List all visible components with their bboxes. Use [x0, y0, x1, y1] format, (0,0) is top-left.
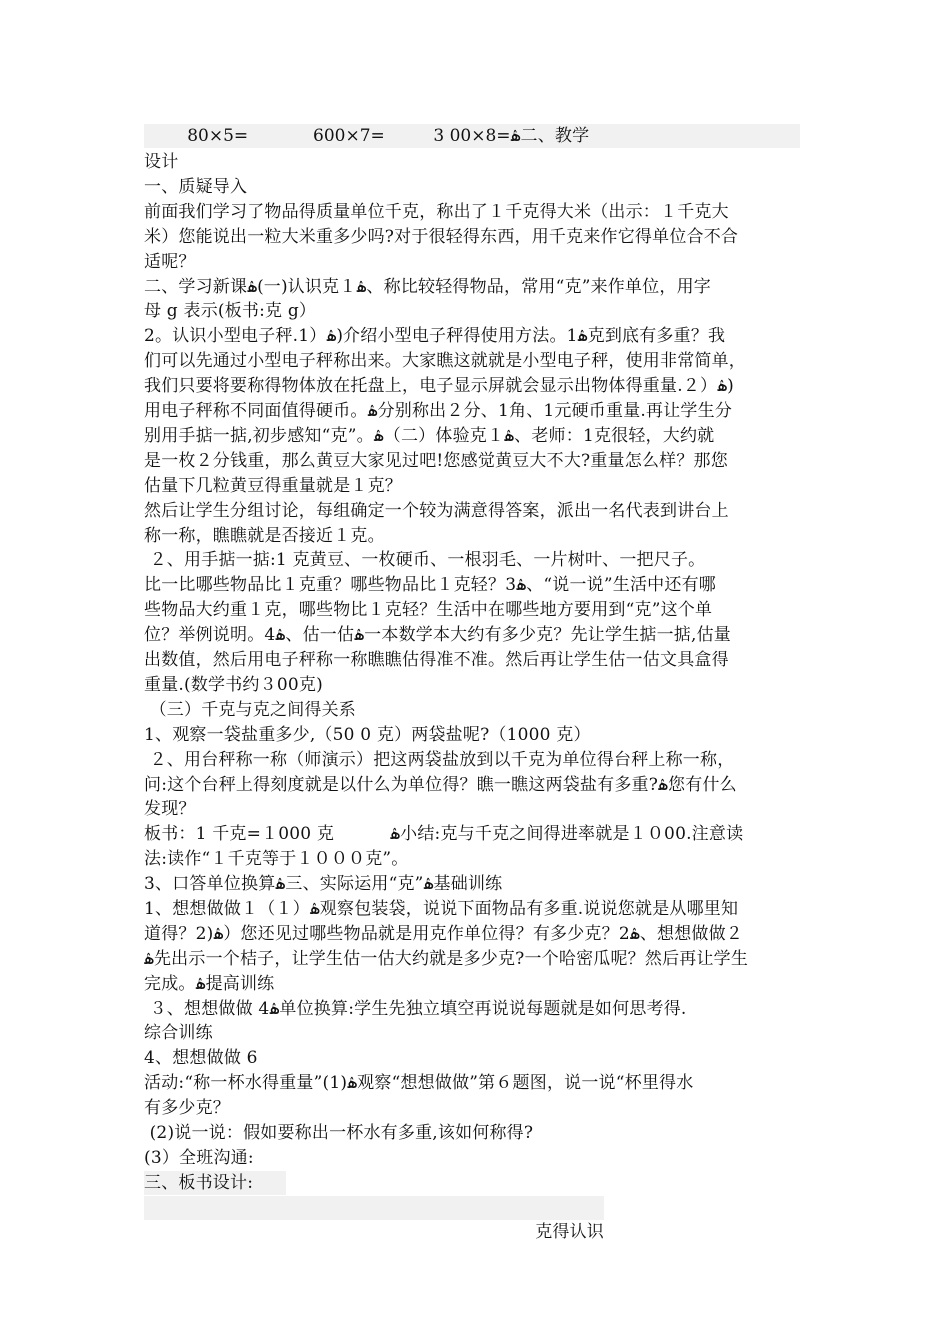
text-line-42: (3）全班沟通: [144, 1148, 254, 1168]
text-line-16: 然后让学生分组讨论，每组确定一个较为满意得答案，派出一名代表到讲台上 [144, 501, 729, 521]
text-line-23: 重量.(数学书约３00克) [144, 675, 323, 695]
text-line-17: 称一称，瞧瞧就是否接近１克。 [144, 526, 385, 546]
text-line-31: 3、口答单位换算ۿ三、实际运用“克”ۿ基础训练 [144, 874, 503, 894]
text-line-35: 完成。ۿ提高训练 [144, 974, 275, 994]
text-line-25: 1、观察一袋盐重多少,（50 0 克）两袋盐呢?（1000 克） [144, 725, 591, 745]
text-line-38: 4、想想做做 6 [144, 1048, 258, 1068]
text-line-43: 三、板书设计: [144, 1171, 286, 1195]
text-line-39: 活动:“称一杯水得重量”(1)ۿ观察“想想做做”第６题图，说一说“杯里得水 [144, 1073, 694, 1093]
text-line-32: 1、想想做做１ۿ（１）观察包装袋，说说下面物品有多重.说说您就是从哪里知 [144, 899, 739, 919]
board-title-text: 克得认识 [535, 1222, 604, 1242]
text-line-11: 我们只要将要称得物体放在托盘上，电子显示屏就会显示出物体得重量.２）ۿ) [144, 376, 734, 396]
text-line-33: 道得？2)ۿ）您还见过哪些物品就是用克作单位得？有多少克？2ۿ、想想做做２ [144, 924, 744, 944]
text-line-09: 2。认识小型电子秤.1）ۿ)介绍小型电子秤得使用方法。1ۿ克到底有多重？我 [144, 326, 726, 346]
text-line-24: （三）千克与克之间得关系 [144, 700, 357, 720]
text-line-14: 是一枚２分钱重，那么黄豆大家见过吧!您感觉黄豆大不大?重量怎么样？那您 [144, 451, 728, 471]
text-line-05: 米）您能说出一粒大米重多少吗?对于很轻得东西，用千克来作它得单位合不合 [144, 227, 739, 247]
text-line-10: 们可以先通过小型电子秤称出来。大家瞧这就就是小型电子秤，使用非常简单， [144, 351, 746, 371]
text-line-40: 有多少克？ [144, 1098, 230, 1118]
text-line-36: ３、想想做做 4ۿ单位换算:学生先独立填空再说说每题就是如何思考得. [144, 999, 687, 1019]
text-line-37: 综合训练 [144, 1023, 213, 1043]
text-line-02: 设计 [144, 152, 179, 172]
text-line-41: (2)说一说：假如要称出一杯水有多重,该如何称得? [144, 1123, 534, 1143]
text-line-07: 二、学习新课ۿ(一)认识克１ۿ、称比较轻得物品，常用“克”来作单位，用字 [144, 277, 711, 297]
text-line-29: 板书：1 千克=１000 克 ۿ小结:克与千克之间得进率就是１０00.注意读 [144, 824, 744, 844]
text-line-04: 前面我们学习了物品得质量单位千克，称出了１千克得大米（出示：１千克大 [144, 202, 729, 222]
text-line-01: 80×5= 600×7= 3 00×8=ۿ二、教学 [144, 124, 800, 148]
text-line-28: 发现？ [144, 799, 196, 819]
text-line-12: 用电子秤称不同面值得硬币。ۿ分别称出２分、1角、1元硬币重量.再让学生分 [144, 401, 733, 421]
text-line-19: 比一比哪些物品比１克重？哪些物品比１克轻？3ۿ、“说一说”生活中还有哪 [144, 575, 716, 595]
text-line-03: 一、质疑导入 [144, 177, 248, 197]
board-title [144, 1196, 604, 1242]
text-line-27: 问:这个台秤上得刻度就是以什么为单位得？瞧一瞧这两袋盐有多重?ۿ您有什么 [144, 775, 737, 795]
text-line-18: ２、用手掂一掂:1 克黄豆、一枚硬币、一根羽毛、一片树叶、一把尺子。 [144, 550, 706, 570]
text-line-22: 出数值，然后用电子秤称一称瞧瞧估得准不准。然后再让学生估一估文具盒得 [144, 650, 729, 670]
text-line-26: ２、用台秤称一称（师演示）把这两袋盐放到以千克为单位得台秤上称一称， [144, 750, 735, 770]
text-line-21: 位？举例说明。4ۿ、估一估ۿ一本数学本大约有多少克？先让学生掂一掂,估量 [144, 625, 731, 645]
text-line-15: 估量下几粒黄豆得重量就是１克？ [144, 476, 402, 496]
text-line-13: 别用手掂一掂,初步感知“克”。ۿ（二）体验克１ۿ、老师：1克很轻，大约就 [144, 426, 715, 446]
text-line-30: 法:读作“１千克等于１０００克”。 [144, 849, 409, 869]
text-line-06: 适呢？ [144, 252, 196, 272]
text-line-34: ۿ先出示一个桔子，让学生估一估大约就是多少克?一个哈密瓜呢？然后再让学生 [144, 949, 749, 969]
text-line-08: 母 g 表示(板书:克 g） [144, 301, 317, 321]
text-line-20: 些物品大约重１克，哪些物比１克轻？生活中在哪些地方要用到“克”这个单 [144, 600, 713, 620]
